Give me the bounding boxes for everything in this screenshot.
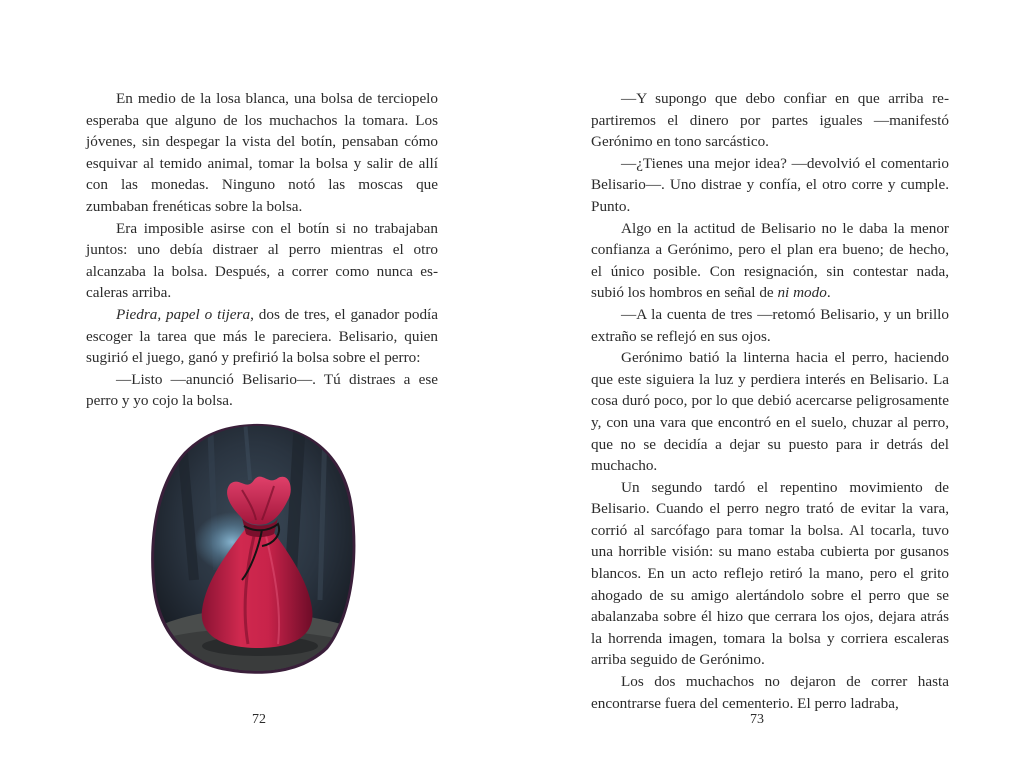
paragraph: —A la cuenta de tres —retomó Belisario, y un brillo extraño se reflejó en sus ojos.: [591, 305, 949, 345]
paragraph: Era imposible asirse con el botín si no trabajaban juntos: uno debía distraer al perro mientras el otro alcanzaba la bolsa. Después, a correr como nunca escaleras arriba.: [86, 219, 438, 302]
right-page: [512, 0, 1024, 768]
paragraph: Los dos muchachos no dejaron de correr hasta encontrarse fuera del cementerio. El perro ladraba,: [591, 673, 949, 712]
paragraph: Gerónimo batió la linterna hacia el perro, haciendo que este siguiera la luz y perdiera interés en Belisario. La cosa duró poco, por lo que debió acercarse peligrosamente y, con una vara que encontró en el suelo, chuzar al perro, que no se decidía a dejar su puesto para ir detrás del muchacho.: [591, 349, 949, 475]
paragraph: —Y supongo que debo confiar en que arriba repartiremos el dinero por partes iguales —manifestó Gerónimo en tono sarcástico.: [591, 90, 949, 151]
paragraph: —¿Tienes una mejor idea? —devolvió el comentario Belisario—. Uno distrae y confía, el otro corre y cumple. Punto.: [591, 154, 949, 215]
paragraph: [86, 304, 438, 369]
bag-illustration: [150, 420, 356, 676]
italic-phrase: Piedra, papel o tijera: [116, 305, 251, 323]
paragraph: [591, 218, 949, 304]
left-page-text: [86, 88, 438, 412]
right-page-text: [591, 88, 949, 714]
paragraph-text: Algo en la actitud de Belisario no le daba la menor confianza a Gerónimo, pero el plan era bueno; de hecho, el único posible. Con resignación, sin contestar nada, subió los hombros en señal de: [591, 219, 949, 302]
paragraph: —Listo —anunció Belisario—. Tú distraes a ese perro y yo cojo la bolsa.: [86, 370, 438, 410]
page-number: 72: [252, 712, 266, 727]
paragraph: Un segundo tardó el repentino movimiento de Belisario. Cuando el perro negro trató de evitar la vara, corrió al sarcófago para tomar la bolsa. Al tocarla, tuvo una horrible visión: su mano estaba cubierta por gusanos blancos. En un acto reflejo retiró la mano, pero el grito ahogado de su amigo alertándolo sobre el perro que se abalanzaba sobre él hizo que cerrara los ojos, dejara atrás la horrenda imagen, tomara la bolsa y corriera escaleras arriba seguido de Gerónimo.: [591, 478, 949, 669]
italic-phrase: ni modo: [777, 284, 827, 302]
paragraph-text: .: [826, 284, 831, 302]
page-number: 73: [750, 712, 764, 727]
paragraph-text: , dos de tres, el ganador podía escoger la tarea que más le pareciera. Belisario, quien sugirió el juego, ganó y prefirió la bolsa sobre el perro:: [86, 305, 438, 367]
paragraph: En medio de la losa blanca, una bolsa de terciopelo esperaba que alguno de los muchachos la tomara. Los jóvenes, sin despegar la vista del botín, pensaban cómo esquivar al temido animal, tomar la bolsa y salir de allí con las monedas. Ninguno notó las moscas que zumbaban frenéticas sobre la bolsa.: [86, 90, 438, 215]
